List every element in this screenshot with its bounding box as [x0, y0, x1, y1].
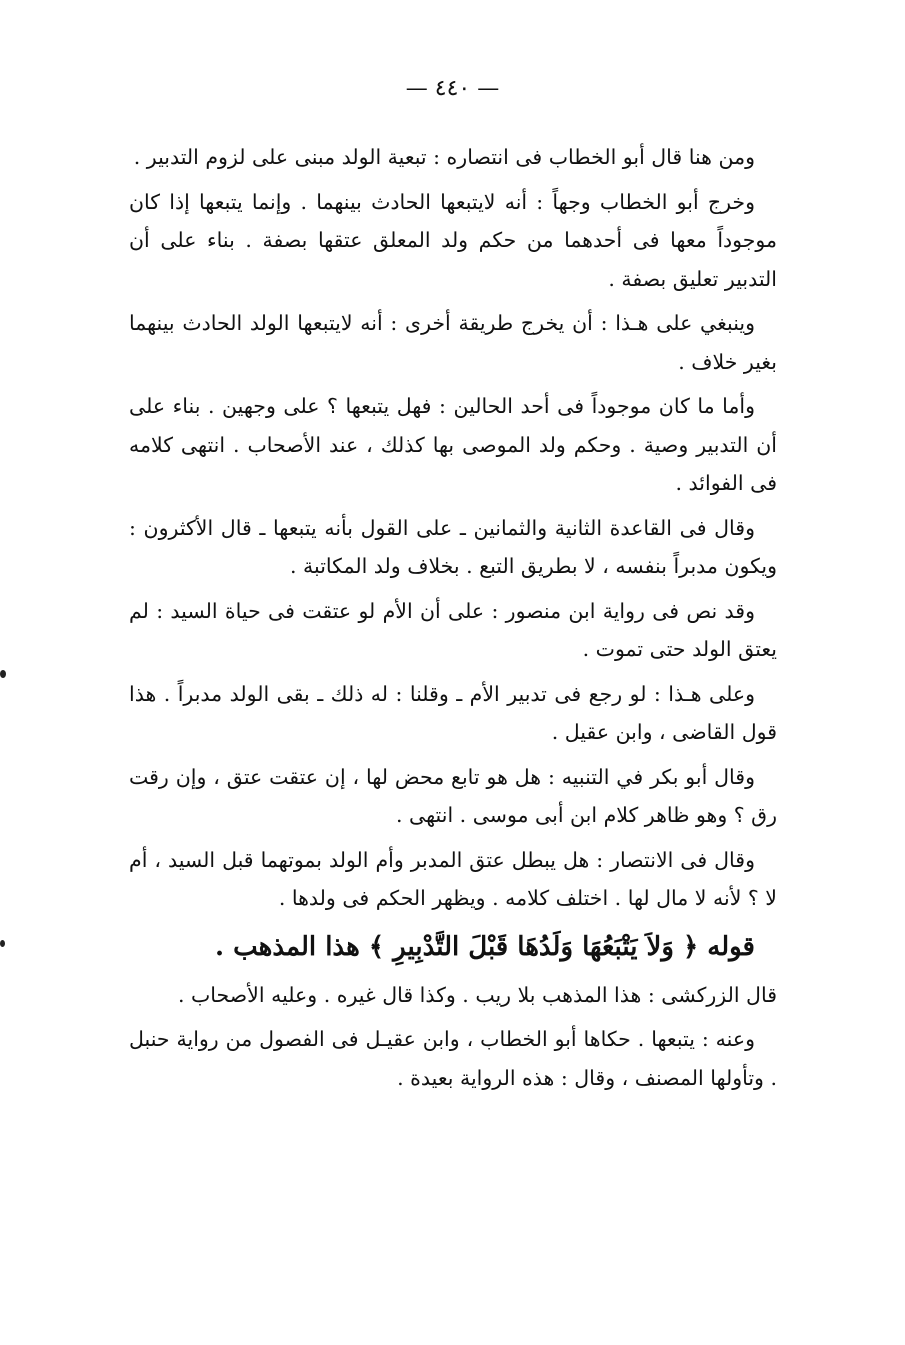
paragraph: ومن هنا قال أبو الخطاب فى انتصاره : تبعية الولد مبنى على لزوم التدبير .: [133, 145, 755, 169]
paragraph: قال الزركشى : هذا المذهب بلا ريب . وكذا قال غيره . وعليه الأصحاب .: [177, 982, 777, 1007]
section-heading: [129, 924, 777, 970]
paragraph: وينبغي على هـذا : أن يخرج طريقة أخرى : أنه لايتبعها الولد الحادث بينهما بغير خلاف .: [129, 311, 777, 374]
paragraph: وقال فى القاعدة الثانية والثمانين ـ على القول بأنه يتبعها ـ قال الأكثرون : ويكون مدبراً بنفسه ، لا بطريق التبع . بخلاف ولد المكاتبة .: [129, 515, 777, 578]
paragraph: وقد نص فى رواية ابن منصور : على أن الأم لو عتقت فى حياة السيد : لم يعتق الولد حتى تموت .: [129, 598, 777, 661]
scan-speck: [0, 670, 6, 678]
heading-suffix: هذا المذهب .: [214, 931, 360, 962]
paragraph: وعنه : يتبعها . حكاها أبو الخطاب ، وابن عقيـل فى الفصول من رواية حنبل . وتأولها المصنف ، وقال : هذه الرواية بعيدة .: [129, 1027, 777, 1090]
paragraph: وقال فى الانتصار : هل يبطل عتق المدبر وأم الولد بموتهما قبل السيد ، أم لا ؟ لأنه لا مال لها . اختلف كلامه . ويظهر الحكم فى ولدها .: [129, 847, 777, 910]
heading-quote: ﴿ وَلاَ يَتْبَعُهَا وَلَدُهَا قَبْلَ التَّدْبِيرِ ﴾: [368, 931, 699, 962]
paragraph: وخرج أبو الخطاب وجهاً : أنه لايتبعها الحادث بينهما . وإنما يتبعها إذا كان موجوداً معها فى أحدهما من حكم ولد المعلق عتقها بصفة . بناء على أن التدبير تعليق بصفة .: [129, 189, 777, 291]
page-body: [129, 138, 777, 1103]
scan-speck: [0, 940, 5, 947]
paragraph: وقال أبو بكر في التنبيه : هل هو تابع محض لها ، إن عتقت عتق ، وإن رقت رق ؟ وهو ظاهر كلام ابن أبى موسى . انتهى .: [129, 764, 777, 827]
heading-prefix: قوله: [707, 931, 755, 962]
page-number: — ٤٤٠ —: [405, 76, 500, 101]
paragraph: وعلى هـذا : لو رجع فى تدبير الأم ـ وقلنا : له ذلك ـ بقى الولد مدبراً . هذا قول القاضى ، وابن عقيل .: [129, 681, 777, 744]
paragraph: وأما ما كان موجوداً فى أحد الحالين : فهل يتبعها ؟ على وجهين . بناء على أن التدبير وصية . وحكم ولد الموصى بها كذلك ، عند الأصحاب . انتهى كلامه فى الفوائد .: [129, 394, 777, 495]
